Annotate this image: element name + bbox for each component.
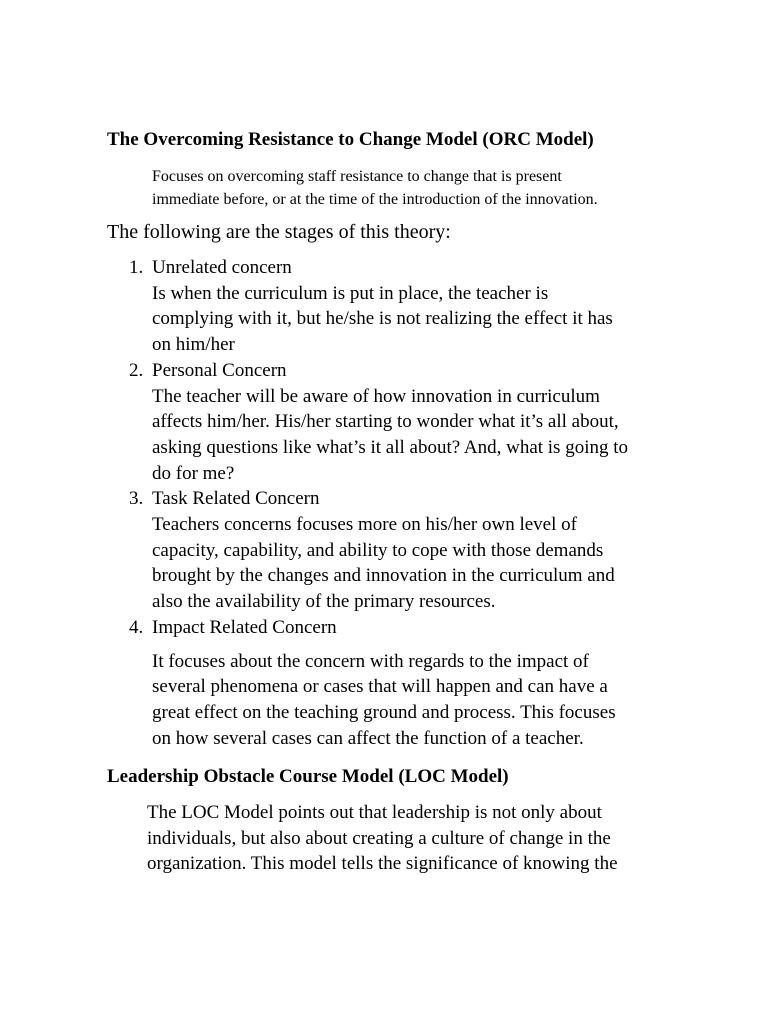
stage-item — [107, 486, 707, 615]
stage-title: Impact Related Concern — [152, 616, 337, 638]
stage-text-line: great effect on the teaching ground and process. This focuses — [152, 701, 616, 723]
stage-title: Unrelated concern — [152, 257, 292, 278]
stage-text-line: capacity, capability, and ability to cope with those demands — [152, 539, 604, 561]
stage-text-line: complying with it, but he/she is not realizing the effect it has — [152, 308, 613, 330]
stage-number: 3. — [129, 488, 144, 510]
stage-text-line: on him/her — [152, 334, 235, 356]
loc-text-line: organization. This model tells the significance of knowing the — [147, 853, 618, 875]
loc-text-line: The LOC Model points out that leadership is not only about — [147, 802, 602, 823]
stage-text-line: It focuses about the concern with regards to the impact of — [152, 650, 589, 672]
orc-model-heading: The Overcoming Resistance to Change Model (ORC Model) — [107, 129, 594, 150]
stage-item — [107, 615, 707, 752]
stage-text-line: brought by the changes and innovation in the curriculum and — [152, 565, 615, 587]
stage-title: Personal Concern — [152, 359, 287, 381]
stage-text-line: affects him/her. His/her starting to wonder what it’s all about, — [152, 411, 619, 433]
stage-number: 4. — [129, 616, 144, 638]
orc-intro-line: Focuses on overcoming staff resistance to change that is present — [152, 168, 562, 185]
stage-text-line: Is when the curriculum is put in place, the teacher is — [152, 282, 549, 304]
stage-text-line: also the availability of the primary resources. — [152, 591, 496, 613]
stages-list — [107, 255, 707, 751]
stage-item — [107, 255, 707, 358]
paragraph-spacer — [152, 641, 707, 649]
stage-text-line: asking questions like what’s it all about? And, what is going to — [152, 436, 629, 458]
stage-title: Task Related Concern — [152, 488, 320, 510]
stage-text-line: The teacher will be aware of how innovation in curriculum — [152, 385, 600, 407]
stage-text-line: on how several cases can affect the function of a teacher. — [152, 727, 584, 749]
loc-model-heading: Leadership Obstacle Course Model (LOC Model) — [107, 766, 509, 787]
stages-lead-text: The following are the stages of this theory: — [107, 221, 451, 243]
stage-number: 1. — [129, 257, 144, 278]
stage-text-line: Teachers concerns focuses more on his/her own level of — [152, 514, 577, 536]
loc-paragraph — [147, 800, 707, 877]
stage-item — [107, 358, 707, 487]
stage-number: 2. — [129, 359, 144, 381]
stage-text-line: several phenomena or cases that will happen and can have a — [152, 676, 608, 698]
loc-text-line: individuals, but also about creating a culture of change in the — [147, 827, 611, 849]
orc-intro-paragraph — [152, 165, 672, 211]
stage-text-line: do for me? — [152, 462, 235, 484]
orc-intro-line: immediate before, or at the time of the introduction of the innovation. — [152, 191, 598, 208]
